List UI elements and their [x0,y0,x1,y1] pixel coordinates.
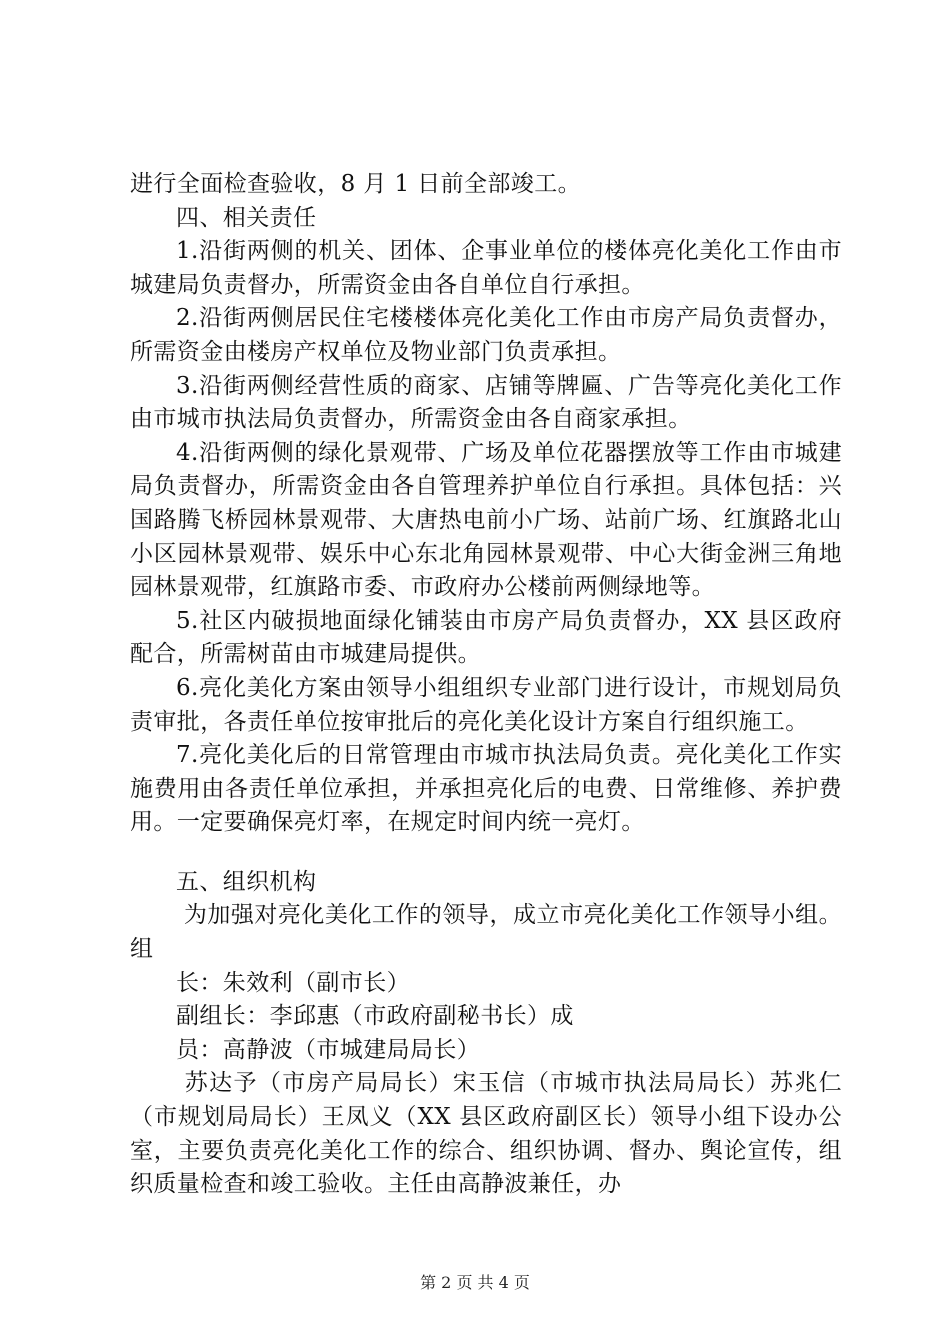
paragraph-gap [130,840,842,866]
section-heading-organization: 五、组织机构 [176,868,317,895]
paragraph: 长：朱效利（副市长） [176,969,410,996]
page-footer: 第 2 页 共 4 页 [420,1273,530,1292]
paragraph: 7.亮化美化后的日常管理由市城市执法局负责。亮化美化工作实施费用由各责任单位承担，并承担亮化后的电费、日常维修、养护费用。一定要确保亮灯率，在规定时间内统一亮灯。 [130,742,842,836]
paragraph: 1.沿街两侧的机关、团体、企事业单位的楼体亮化美化工作由市城建局负责督办，所需资金由各自单位自行承担。 [130,238,842,298]
document-body [130,168,842,1202]
paragraph: 5.社区内破损地面绿化铺装由市房产局负责督办，XX 县区政府配合，所需树苗由市城建局提供。 [130,607,842,668]
section-heading-responsibilities: 四、相关责任 [176,204,317,231]
paragraph: 6.亮化美化方案由领导小组组织专业部门进行设计，市规划局负责审批，各责任单位按审批后的亮化美化设计方案自行组织施工。 [130,674,842,735]
paragraph: 苏达予（市房产局局长）宋玉信（市城市执法局局长）苏兆仁（市规划局局长）王凤义（XX 县区政府副区长）领导小组下设办公室，主要负责亮化美化工作的综合、组织协调、督办、舆论宣传，组织质量检查和竣工验收。主任由高静波兼任，办 [130,1070,842,1198]
paragraph: 3.沿街两侧经营性质的商家、店铺等牌匾、广告等亮化美化工作由市城市执法局负责督办，所需资金由各自商家承担。 [130,372,842,433]
paragraph: 2.沿街两侧居民住宅楼楼体亮化美化工作由市房产局负责督办，所需资金由楼房产权单位及物业部门负责承担。 [130,305,842,365]
paragraph: 4.沿街两侧的绿化景观带、广场及单位花器摆放等工作由市城建局负责督办，所需资金由各自管理养护单位自行承担。具体包括：兴国路腾飞桥园林景观带、大唐热电前小广场、站前广场、红旗路北山小区园林景观带、娱乐中心东北角园林景观带、中心大街金洲三角地园林景观带，红旗路市委、市政府办公楼前两侧绿地等。 [130,439,842,601]
paragraph: 副组长：李邱惠（市政府副秘书长）成 [176,1003,574,1030]
paragraph: 为加强对亮化美化工作的领导，成立市亮化美化工作领导小组。组 [130,902,842,963]
paragraph: 员：高静波（市城建局局长） [176,1036,481,1063]
paragraph: 进行全面检查验收，8 月 1 日前全部竣工。 [130,171,581,197]
